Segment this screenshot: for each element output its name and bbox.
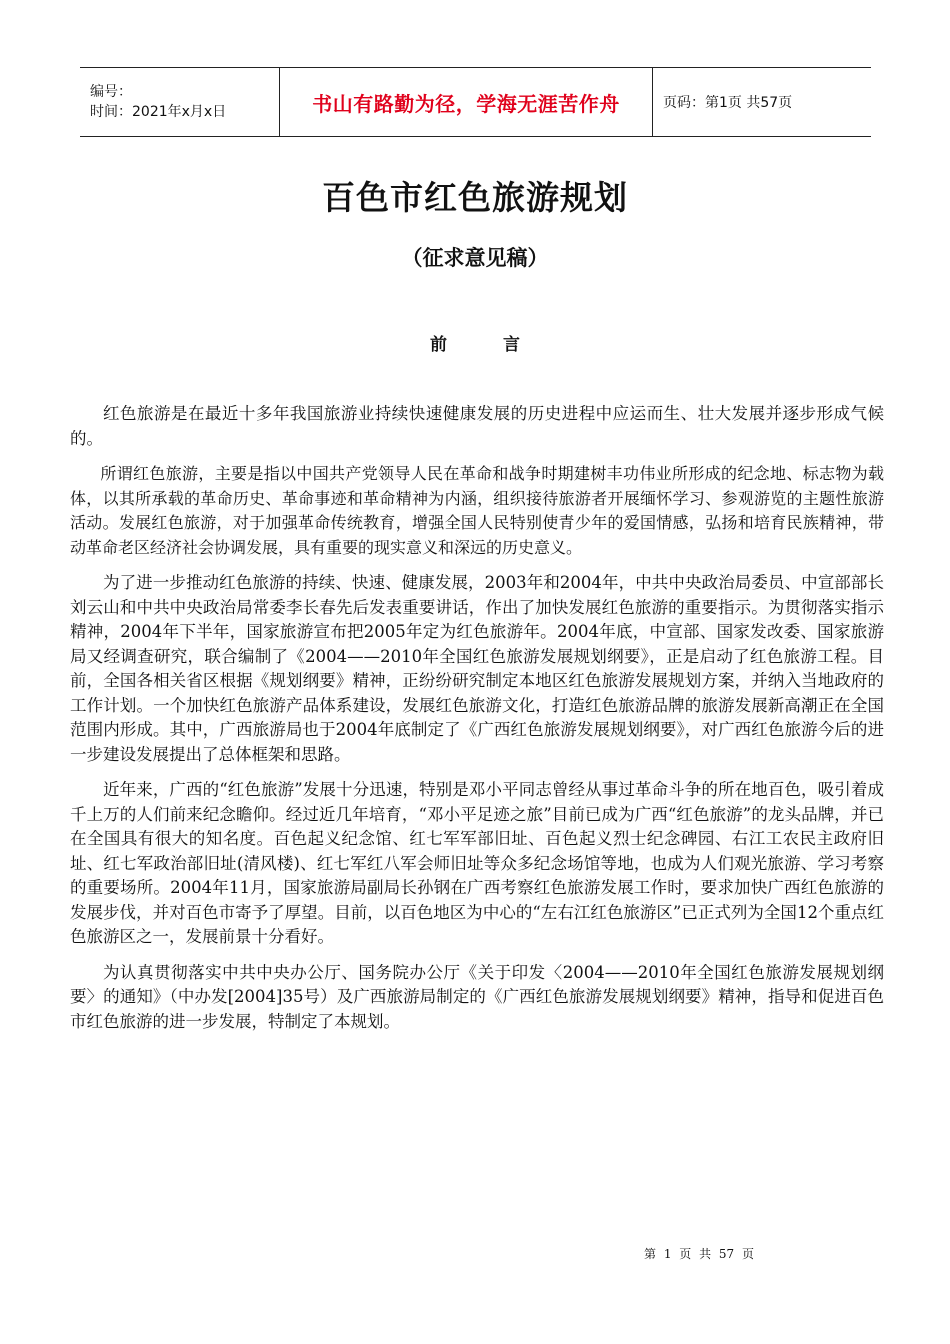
header-meta-cell (80, 68, 280, 136)
paragraph: 近年来，广西的“红色旅游”发展十分迅速，特别是邓小平同志曾经从事过革命斗争的所在地百色，吸引着成千上万的人们前来纪念瞻仰。经过近几年培育，“邓小平足迹之旅”目前已成为广西“红色旅游”的龙头品牌，并已在全国具有很大的知名度。百色起义纪念馆、红七军军部旧址、百色起义烈士纪念碑园、右江工农民主政府旧址、红七军政治部旧址(清风楼)、红七军红八军会师旧址等众多纪念场馆等地，也成为人们观光旅游、学习考察的重要场所。2004年11月，国家旅游局副局长孙钢在广西考察红色旅游发展工作时，要求加快广西红色旅游的发展步伐，并对百色市寄予了厚望。目前，以百色地区为中心的“左右江红色旅游区”已正式列为全国12个重点红色旅游区之一，发展前景十分看好。 (70, 780, 884, 946)
paragraph: 所谓红色旅游，主要是指以中国共产党领导人民在革命和战争时期建树丰功伟业所形成的纪念地、标志物为载体，以其所承载的革命历史、革命事迹和革命精神为内涵，组织接待旅游者开展缅怀学习、参观游览的主题性旅游活动。发展红色旅游，对于加强革命传统教育，增强全国人民特别使青少年的爱国情感，弘扬和培育民族精神，带动革命老区经济社会协调发展，具有重要的现实意义和深远的历史意义。 (70, 464, 884, 557)
document-body (70, 402, 884, 1045)
page-info: 页码：第1页 共57页 (663, 95, 793, 111)
paragraph: 红色旅游是在最近十多年我国旅游业持续快速健康发展的历史进程中应运而生、壮大发展并逐步形成气候的。 (70, 404, 884, 448)
header-page-cell (653, 68, 871, 136)
date-label: 时间：2021年x月x日 (90, 104, 227, 120)
paragraph: 为了进一步推动红色旅游的持续、快速、健康发展，2003年和2004年，中共中央政治局委员、中宣部部长刘云山和中共中央政治局常委李长春先后发表重要讲话，作出了加快发展红色旅游的重要指示。为贯彻落实指示精神，2004年下半年，国家旅游宣布把2005年定为红色旅游年。2004年底，中宣部、国家发改委、国家旅游局又经调查研究，联合编制了《2004——2010年全国红色旅游发展规划纲要》，正是启动了红色旅游工程。目前，全国各相关省区根据《规划纲要》精神，正纷纷研究制定本地区红色旅游发展规划方案，并纳入当地政府的工作计划。一个加快红色旅游产品体系建设，发展红色旅游文化，打造红色旅游品牌的旅游发展新高潮正在全国范围内形成。其中，广西旅游局也于2004年底制定了《广西红色旅游发展规划纲要》，对广西红色旅游今后的进一步建设发展提出了总体框架和思路。 (70, 573, 884, 764)
serial-number-label: 编号： (90, 84, 132, 100)
document-header (80, 67, 871, 137)
header-motto-cell (280, 68, 653, 136)
section-heading: 前言 (430, 335, 576, 355)
document-title: 百色市红色旅游规划 (322, 178, 628, 217)
page-footer: 第 1 页 共 57 页 (644, 1247, 754, 1261)
document-subtitle: （征求意见稿） (401, 246, 549, 270)
paragraph: 为认真贯彻落实中共中央办公厅、国务院办公厅《关于印发〈2004——2010年全国红色旅游发展规划纲要〉的通知》（中办发[2004]35号）及广西旅游局制定的《广西红色旅游发展规划纲要》精神，指导和促进百色市红色旅游的进一步发展，特制定了本规划。 (70, 962, 884, 1031)
motto-text: 书山有路勤为径，学海无涯苦作舟 (312, 91, 620, 116)
